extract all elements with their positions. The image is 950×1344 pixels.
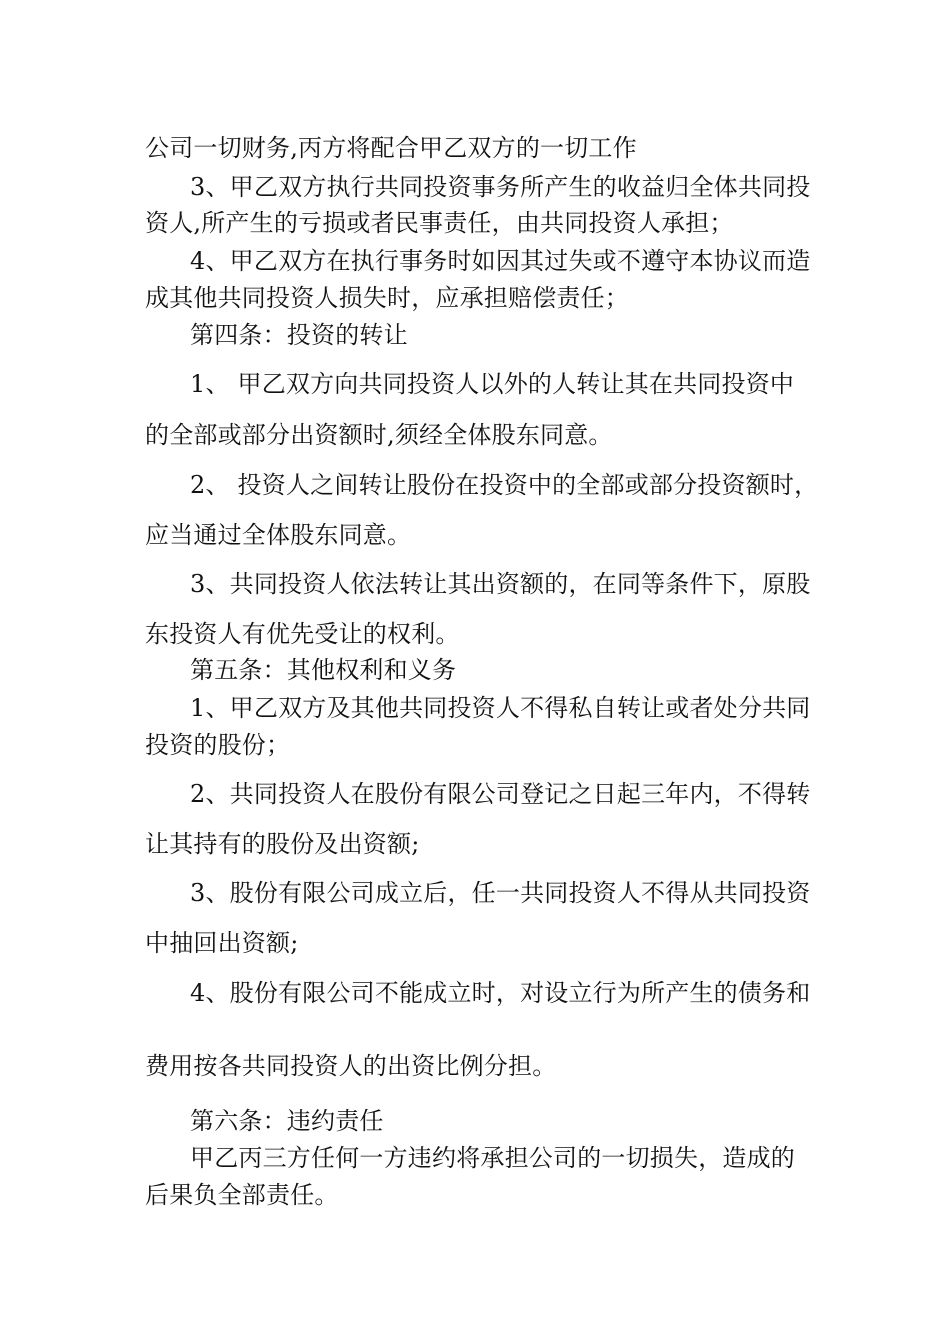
clause-4-line-2: 成其他共同投资人损失时，应承担赔偿责任； (145, 284, 629, 312)
clause-3-line-2: 资人,所产生的亏损或者民事责任，由共同投资人承担； (145, 209, 734, 237)
right-3-line-1: 3、股份有限公司成立后，任一共同投资人不得从共同投资 (190, 879, 811, 907)
transfer-1-line-1: 1、 甲乙双方向共同投资人以外的人转让其在共同投资中 (190, 370, 795, 398)
right-2-line-2: 让其持有的股份及出资额; (145, 830, 420, 858)
section-4-heading: 第四条：投资的转让 (190, 321, 408, 349)
right-3-line-2: 中抽回出资额; (145, 929, 299, 957)
right-1-line-2: 投资的股份； (145, 731, 291, 759)
right-2-line-1: 2、共同投资人在股份有限公司登记之日起三年内，不得转 (190, 780, 811, 808)
transfer-3-line-1: 3、共同投资人依法转让其出资额的，在同等条件下，原股 (190, 570, 811, 598)
clause-3-line-1: 3、甲乙双方执行共同投资事务所产生的收益归全体共同投 (190, 173, 811, 201)
transfer-2-line-2: 应当通过全体股东同意。 (145, 521, 412, 549)
transfer-1-line-2: 的全部或部分出资额时,须经全体股东同意。 (145, 421, 613, 449)
transfer-3-line-2: 东投资人有优先受让的权利。 (145, 620, 460, 648)
breach-line-1: 甲乙丙三方任何一方违约将承担公司的一切损失，造成的 (190, 1144, 795, 1172)
clause-4-line-1: 4、甲乙双方在执行事务时如因其过失或不遵守本协议而造 (190, 247, 811, 275)
section-5-heading: 第五条：其他权利和义务 (190, 656, 457, 684)
section-6-heading: 第六条：违约责任 (190, 1107, 384, 1135)
breach-line-2: 后果负全部责任。 (145, 1181, 339, 1209)
transfer-2-line-1: 2、 投资人之间转让股份在投资中的全部或部分投资额时， (190, 471, 819, 499)
right-4-line-2: 费用按各共同投资人的出资比例分担。 (145, 1052, 557, 1080)
right-1-line-1: 1、甲乙双方及其他共同投资人不得私自转让或者处分共同 (190, 694, 811, 722)
right-4-line-1: 4、股份有限公司不能成立时，对设立行为所产生的债务和 (190, 979, 811, 1007)
paragraph-line: 公司一切财务,丙方将配合甲乙双方的一切工作 (145, 134, 637, 162)
